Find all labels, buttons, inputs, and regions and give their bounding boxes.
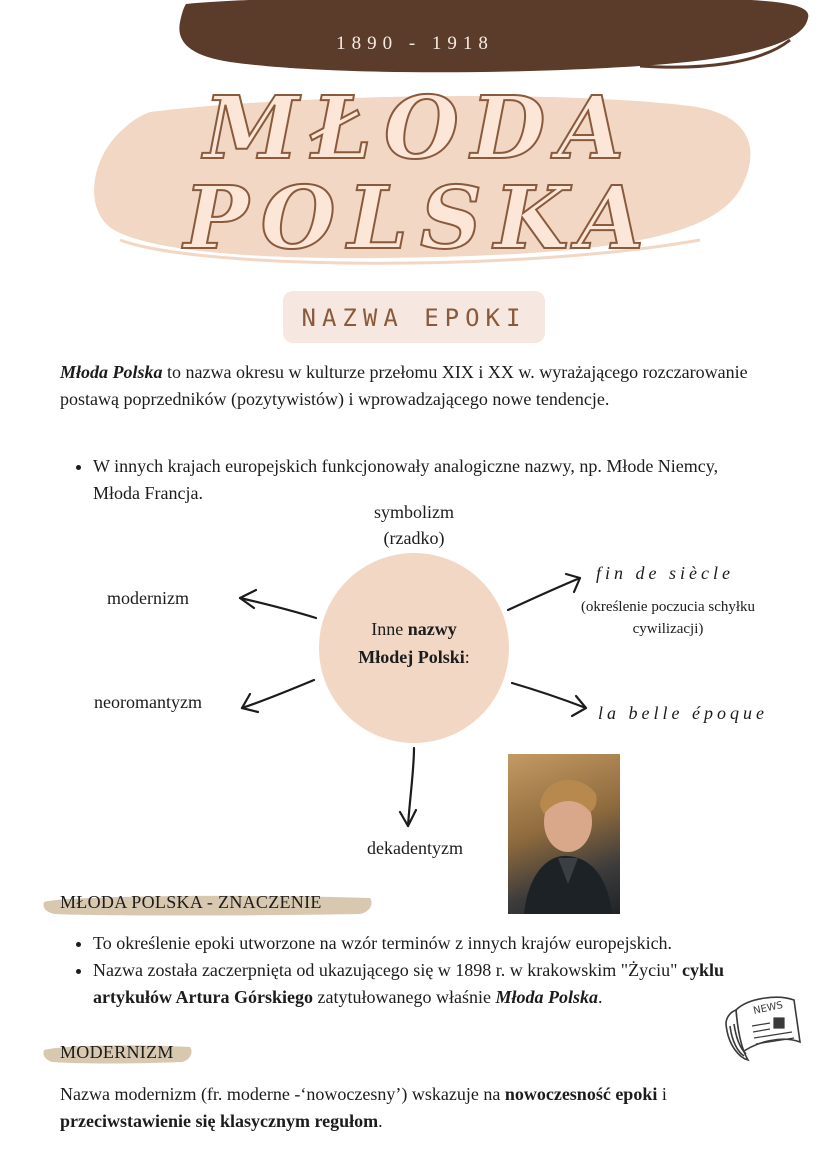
arrow-right-bottom <box>512 683 586 716</box>
item2-text-b: zatytułowanego właśnie <box>313 987 496 1007</box>
list-item: • W innych krajach europejskich funkcjonowały analogiczne nazwy, np. Młode Niemcy, Młoda Francja. <box>93 453 760 507</box>
mod-bold-2: przeciwstawienie się klasycznym regułom <box>60 1111 379 1131</box>
section-heading-modernizm: MODERNIZM <box>60 1042 174 1062</box>
title-line-1: MŁODA <box>203 78 637 179</box>
list-item <box>93 957 760 1011</box>
item2-italic: Młoda Polska <box>495 987 598 1007</box>
intro-bold: Młoda Polska <box>60 362 163 382</box>
mindmap-left-bottom-label: neoromantyzm <box>94 692 202 712</box>
title-line-2: POLSKA <box>183 168 657 269</box>
mindmap-right-top-label: fin de siècle <box>596 563 734 583</box>
center-bold2: Młodej Polski <box>358 647 465 667</box>
mindmap-left-top-label: modernizm <box>107 588 189 608</box>
center-colon: : <box>464 647 470 667</box>
top-label-line1: symbolizm <box>374 502 454 522</box>
newspaper-label: NEWS <box>752 999 785 1017</box>
newspaper-icon <box>718 990 804 1064</box>
item2-text-a: Nazwa została zaczerpnięta od ukazującego się w 1898 r. w krakowskim "Życiu" <box>93 960 682 980</box>
mod-bold-1: nowoczesność epoki <box>504 1084 658 1104</box>
mod-text-a: Nazwa modernizm (fr. moderne -‘nowoczesny’) wskazuje na <box>60 1084 505 1104</box>
intro-text: to nazwa okresu w kulturze przełomu XIX i XX w. wyrażającego rozczarowanie postawą poprzedników (pozytywistów) i wprowadzającego nowe tendencje. <box>60 362 748 409</box>
center-pre: Inne <box>371 619 408 639</box>
mod-text-b: i <box>657 1084 667 1104</box>
list-item: • To określenie epoki utworzone na wzór terminów z innych krajów europejskich. <box>93 930 760 957</box>
center-bold1: nazwy <box>407 619 457 639</box>
item2-bold: cyklu artykułów Artura Górskiego <box>93 960 724 1007</box>
arrow-left-bottom <box>242 680 314 712</box>
section-tag-label: NAZWA EPOKI <box>301 304 527 332</box>
section-heading-znaczenie: MŁODA POLSKA - ZNACZENIE <box>60 892 322 912</box>
arrow-down <box>400 748 416 826</box>
mod-text-end: . <box>378 1111 383 1131</box>
mindmap-bottom-label: dekadentyzm <box>367 838 463 858</box>
modernizm-paragraph <box>60 1081 760 1135</box>
mindmap-right-bottom-label: la belle époque <box>598 703 768 723</box>
era-dates: 1890 - 1918 <box>336 33 494 54</box>
arrow-right-top <box>508 574 580 610</box>
portrait-image <box>508 754 620 914</box>
arrow-left-top <box>240 590 316 618</box>
top-label-line2: (rzadko) <box>383 528 445 548</box>
bullet-list-2 <box>60 930 760 1011</box>
item2-end: . <box>597 987 603 1007</box>
mindmap-right-top-note: (określenie poczucia schyłku cywilizacji) <box>580 599 756 637</box>
